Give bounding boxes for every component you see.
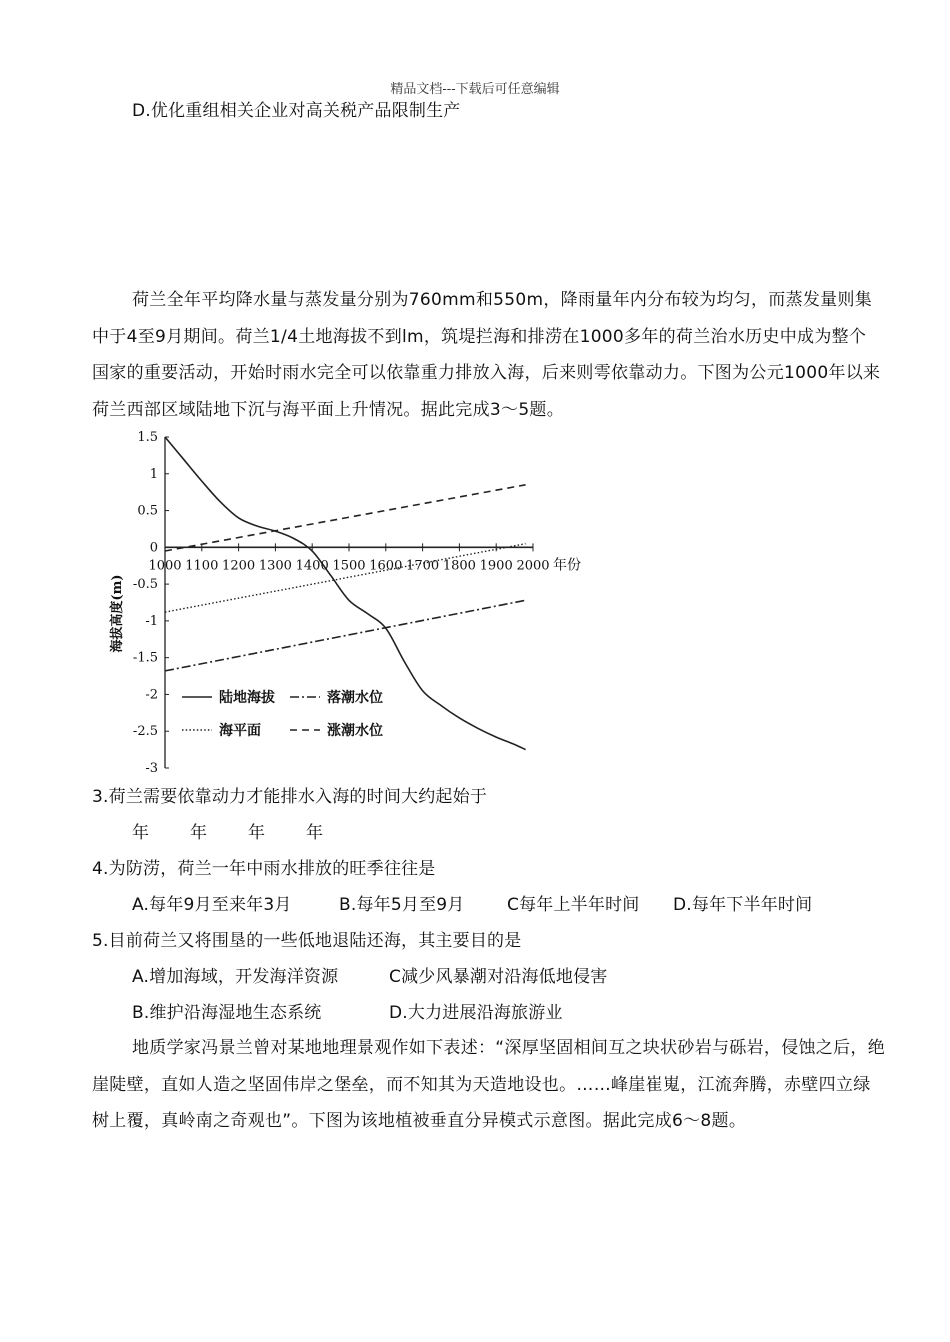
q3-option: 年: [248, 823, 266, 843]
y-tick-label: 0.5: [137, 503, 158, 519]
x-tick-label: 2000: [516, 558, 550, 574]
x-tick-label: 1600: [369, 558, 403, 574]
q4-stem: 4.为防涝，荷兰一年中雨水排放的旺季往往是: [92, 859, 436, 879]
x-tick-label: 1200: [222, 558, 256, 574]
q5-options-row1: [132, 962, 607, 987]
page-header: 精品文档---下载后可任意编辑: [390, 82, 560, 97]
q5-option-a: A.增加海域，开发海洋资源: [132, 967, 339, 987]
legend-label: 海平面: [219, 723, 261, 739]
y-tick-label: -2: [145, 687, 158, 703]
q5-option-b: B.维护沿海湿地生态系统: [132, 1003, 322, 1023]
q4-options: [132, 890, 812, 915]
q3-options: [132, 818, 323, 843]
q5-options-row2: [132, 998, 563, 1023]
q3-option: 年: [132, 823, 150, 843]
y-tick-label: -1.5: [132, 650, 158, 666]
x-tick-label: 1300: [258, 558, 292, 574]
x-tick-label: 1400: [295, 558, 329, 574]
legend-label: 落潮水位: [327, 690, 383, 706]
series-dashed: [165, 485, 526, 551]
x-tick-label: 1100: [185, 558, 219, 574]
q5-option-c: C减少风暴潮对沿海低地侵害: [389, 967, 608, 987]
q4-option-a: A.每年9月至来年3月: [132, 895, 292, 915]
x-axis-label: 年份: [553, 557, 581, 574]
passage-netherlands: 荷兰全年平均降水量与蒸发量分别为760mm和550m，降雨量年内分布较为均匀，而蒸发量则集中于4至9月期间。荷兰1/4土地海拔不到lm，筑堤拦海和排涝在1000多年的荷兰治水历史中成为整个国家的重要活动，开始时雨水完全可以依靠重力排放入海，后来则雩依靠动力。下图为公元1000年以来荷兰西部区域陆地下沉与海平面上升情况。据此完成3～5题。: [92, 290, 881, 420]
y-tick-label: -2.5: [132, 724, 158, 740]
q5-stem: 5.目前荷兰又将围垦的一些低地退陆还海，其主要目的是: [92, 931, 522, 951]
series-dashdot: [165, 600, 526, 671]
legend-label: 陆地海拔: [219, 690, 275, 706]
x-tick-label: 1700: [406, 558, 440, 574]
y-tick-label: 0: [149, 540, 158, 556]
elevation-chart: [100, 420, 590, 776]
x-tick-label: 1500: [332, 558, 366, 574]
y-tick-label: -0.5: [132, 577, 158, 593]
q3-stem: 3.荷兰需要依靠动力才能排水入海的时间大约起始于: [92, 787, 488, 807]
passage-geology: 地质学家冯景兰曾对某地地理景观作如下表述：“深厚坚固相间互之块状砂岩与砾岩，侵蚀之后，绝崖陡壁，直如人造之坚固伟岸之堡垒，而不知其为天造地设也。……峰崖崔嵬，江流奔腾，赤壁四立绿树上覆，真岭南之奇观也”。下图为该地植被垂直分异模式示意图。据此完成6～8题。: [92, 1038, 886, 1131]
previous-option-d: D.优化重组相关企业对高关税产品限制生产: [132, 101, 461, 121]
y-tick-label: 1.5: [137, 430, 158, 445]
q4-option-c: C每年上半年时间: [507, 895, 640, 915]
y-tick-label: 1: [149, 466, 158, 482]
y-tick-label: -1: [145, 613, 158, 629]
q3-option: 年: [306, 823, 324, 843]
q5-option-d: D.大力进展沿海旅游业: [389, 1003, 563, 1023]
y-axis-label: 海拔高度(m): [110, 574, 125, 653]
series-dotted: [165, 544, 526, 612]
q4-option-d: D.每年下半年时间: [673, 895, 813, 915]
q4-option-b: B.每年5月至9月: [339, 895, 465, 915]
legend-label: 涨潮水位: [327, 723, 383, 739]
x-tick-label: 1000: [148, 558, 182, 574]
x-tick-label: 1800: [442, 558, 476, 574]
x-tick-label: 1900: [479, 558, 513, 574]
y-tick-label: -3: [145, 761, 158, 776]
q3-option: 年: [190, 823, 208, 843]
